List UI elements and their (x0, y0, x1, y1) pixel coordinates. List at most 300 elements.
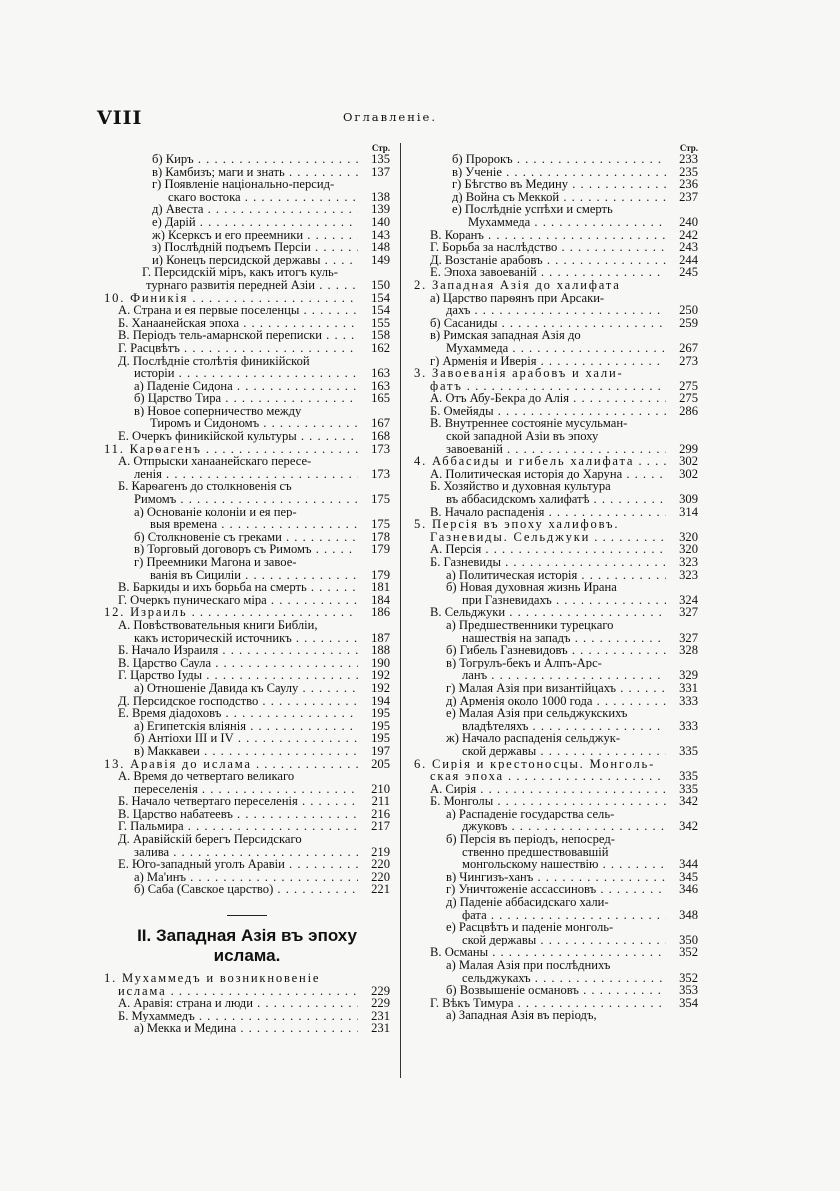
toc-entry (104, 405, 390, 418)
toc-entry (104, 279, 390, 292)
toc-entry-title: Римомъ . . . (134, 493, 358, 506)
toc-entry-title: б) Киръ . . . (152, 153, 358, 166)
toc-entry-title: 5. Персія въ эпоху халифовъ. (414, 518, 620, 531)
section-title (104, 926, 390, 966)
section-divider-rule (227, 915, 267, 916)
toc-entry-title: сельджукахъ . . . (462, 972, 666, 985)
toc-entry (104, 795, 390, 808)
toc-entry-title: выя времена . . . (150, 518, 358, 531)
toc-entry-title: в) Чингизъ-ханъ . . . (446, 871, 666, 884)
toc-entry-title: турнаго развитія передней Азіи . . . (146, 279, 358, 292)
toc-entry (104, 329, 390, 342)
toc-entry-title: В. Османы . . . (430, 946, 666, 959)
toc-entry (412, 758, 698, 771)
toc-entry (104, 619, 390, 632)
toc-entry-title: е) Малая Азія при сельджукскихъ (446, 707, 628, 720)
toc-entry (412, 317, 698, 330)
toc-entry-page: 335 (679, 769, 698, 784)
toc-entry-title: А. Сирія . . . (430, 783, 666, 796)
toc-entry (104, 556, 390, 569)
toc-entry (104, 581, 390, 594)
toc-entry-page: 302 (679, 454, 698, 469)
toc-entry (104, 254, 390, 267)
toc-entry-page: 210 (371, 781, 390, 796)
toc-entry-page: 186 (371, 605, 390, 620)
toc-entry-page: 162 (371, 340, 390, 355)
toc-entry (412, 153, 698, 166)
toc-entry-title: А. Аравія: страна и люди . . . (118, 997, 358, 1010)
toc-entry-title: нашествія на западъ . . . (462, 632, 666, 645)
toc-entry-title: б) Сасаниды . . . (430, 317, 666, 330)
toc-entry (104, 480, 390, 493)
toc-entry-page: 231 (371, 1021, 390, 1036)
toc-entry-page: 154 (371, 290, 390, 305)
toc-entry-title: б) Гибель Газневидовъ . . . (446, 644, 666, 657)
toc-entry-page: 188 (371, 643, 390, 658)
toc-entry (412, 732, 698, 745)
toc-entry (104, 518, 390, 531)
toc-entry-title: ланъ . . . (462, 669, 666, 682)
toc-entry-page: 165 (371, 391, 390, 406)
toc-entry-title: б) Антіохи III и IV . . . (134, 732, 358, 745)
toc-entry-page: 352 (679, 970, 698, 985)
toc-entry (412, 342, 698, 355)
toc-entry-page: 346 (679, 882, 698, 897)
toc-entry (412, 392, 698, 405)
toc-entry-title: Б. Монголы . . . (430, 795, 666, 808)
toc-entry-title: фата . . . (462, 909, 666, 922)
toc-entry-page: 143 (371, 227, 390, 242)
toc-entry-page: 175 (371, 517, 390, 532)
toc-entry-title: владѣтеляхъ . . . (462, 720, 666, 733)
toc-entry-page: 219 (371, 844, 390, 859)
toc-entry (104, 770, 390, 783)
toc-entry (104, 1022, 390, 1035)
toc-entry (412, 556, 698, 569)
toc-entry-title: в) Маккавеи . . . (134, 745, 358, 758)
toc-entry (104, 392, 390, 405)
toc-entry (412, 972, 698, 985)
toc-entry (104, 808, 390, 821)
toc-entry-page: 233 (679, 152, 698, 166)
toc-entry-page: 184 (371, 592, 390, 607)
toc-entry-title: Д. Послѣдніе столѣтія финикійской (118, 354, 310, 368)
toc-entry-title: въ аббасидскомъ халифатѣ . . . (446, 493, 666, 506)
toc-entry (104, 216, 390, 229)
toc-entry-title: В. Періодъ тель-амарнской переписки . . . (118, 329, 358, 342)
toc-entry-title: дахъ . . . (446, 304, 666, 317)
toc-entry (412, 506, 698, 519)
toc-entry (104, 355, 390, 368)
toc-entry-page: 181 (371, 580, 390, 595)
toc-entry-title: е) Дарій . . . (152, 216, 358, 229)
toc-entry-page: 190 (371, 655, 390, 670)
toc-entry (104, 292, 390, 305)
toc-entry-page: 139 (371, 202, 390, 217)
toc-entry-page: 309 (679, 492, 698, 507)
toc-entry (412, 166, 698, 179)
toc-entry-title: А. Страна и ея первые поселенцы . . . (118, 304, 358, 317)
toc-entry-page: 335 (679, 781, 698, 796)
toc-entry-title: д) Авеста . . . (152, 203, 358, 216)
toc-entry (412, 594, 698, 607)
toc-entry-title: 12. Израиль . . . (104, 606, 358, 619)
toc-entry-page: 178 (371, 529, 390, 544)
toc-entry (412, 216, 698, 229)
toc-entry-title: Е. Юго-западный уголъ Аравіи . . . (118, 858, 358, 871)
toc-entry-title: а) Мекка и Медина . . . (134, 1022, 358, 1035)
toc-entry-title: г) Появленіе національно-персид- (152, 178, 335, 191)
toc-entry-title: В. Начало распаденія . . . (430, 506, 666, 519)
toc-entry-title: 4. Аббасиды и гибель халифата . . . (414, 455, 666, 468)
toc-entry-title: фатъ . . . (430, 380, 666, 393)
toc-entry-title: В. Царство набатеевъ . . . (118, 808, 358, 821)
running-title: Оглавленіе. (343, 110, 438, 124)
toc-entry (412, 644, 698, 657)
toc-entry-title: г) Малая Азія при византійцахъ . . . (446, 682, 666, 695)
toc-entry (412, 795, 698, 808)
toc-entry-title: ской державы . . . (462, 745, 666, 758)
toc-entry-title: 3. Завоеванія арабовъ и хали- (414, 367, 624, 380)
toc-entry-page: 220 (371, 857, 390, 872)
toc-entry-title: Мухаммеда . . . (446, 342, 666, 355)
toc-entry-title: А. Отпрыски ханаанейскаго пересе- (118, 455, 312, 468)
toc-entry-title: ственно предшествовавшій (462, 845, 609, 859)
toc-entry-title: Г. Очеркъ пуническаго міра . . . (118, 594, 358, 607)
toc-entry (104, 669, 390, 682)
toc-entry-title: Г. Пальмира . . . (118, 820, 358, 833)
toc-entry (104, 871, 390, 884)
toc-entry-title: г) Преемники Магона и завое- (134, 556, 297, 569)
toc-entry (412, 858, 698, 871)
toc-entry-title: б) Царство Тира . . . (134, 392, 358, 405)
toc-column-right (412, 143, 698, 1022)
toc-entry (412, 883, 698, 896)
toc-entry (412, 720, 698, 733)
toc-entry (104, 468, 390, 481)
toc-entry-title: 13. Аравія до ислама . . . (104, 758, 358, 771)
toc-entry-title: Б. Карѳагенъ до столкновенія съ (118, 480, 292, 494)
toc-entry (104, 342, 390, 355)
toc-entry-title: В. Царство Саула . . . (118, 657, 358, 670)
toc-entry (104, 229, 390, 242)
toc-entry-title: Д. Персидское господство . . . (118, 695, 358, 708)
toc-entry (412, 493, 698, 506)
toc-entry (104, 493, 390, 506)
toc-entry-page: 187 (371, 630, 390, 645)
toc-entry-page: 175 (371, 492, 390, 507)
toc-entry-title: ленія . . . (134, 468, 358, 481)
toc-entry (412, 896, 698, 909)
toc-entry (104, 531, 390, 544)
toc-entry-page: 323 (679, 567, 698, 582)
toc-entry (104, 241, 390, 254)
toc-entry-title: Газневиды. Сельджуки . . . (430, 531, 666, 544)
toc-entry-title: а) Ма'инъ . . . (134, 871, 358, 884)
toc-entry (104, 317, 390, 330)
toc-entry (412, 266, 698, 279)
toc-entry-page: 354 (679, 995, 698, 1010)
toc-entry-page: 342 (679, 819, 698, 834)
toc-entry-title: д) Война съ Меккой . . . (452, 191, 666, 204)
toc-entry-page: 205 (371, 756, 390, 771)
toc-entry-title: в) Камбизъ; маги и знать . . . (152, 166, 358, 179)
toc-entry (412, 191, 698, 204)
toc-entry-title: 2. Западная Азія до халифата (414, 278, 621, 292)
toc-entry-title: е) Расцвѣтъ и паденіе монголь- (446, 921, 614, 934)
toc-entry (104, 972, 390, 985)
toc-entry-title: ж) Ксерксъ и его преемники . . . (152, 229, 358, 242)
toc-entry-page: 173 (371, 441, 390, 456)
toc-entry-title: Г. Царство Іуды . . . (118, 669, 358, 682)
toc-entry-page: 220 (371, 869, 390, 884)
toc-entry-page: 344 (679, 857, 698, 872)
toc-entry (412, 657, 698, 670)
toc-entry-page: 275 (679, 391, 698, 406)
toc-entry-title: а) Египетскія вліянія . . . (134, 720, 358, 733)
toc-entry (412, 984, 698, 997)
toc-entry-page: 314 (679, 504, 698, 519)
toc-entry (104, 758, 390, 771)
toc-entry-title: г) Арменія и Иверія . . . (430, 355, 666, 368)
toc-entry (104, 266, 390, 279)
toc-entry-title: Б. Начало четвертаго переселенія . . . (118, 795, 358, 808)
toc-entry (104, 783, 390, 796)
toc-entry-page: 286 (679, 403, 698, 418)
toc-entry-title: переселенія . . . (134, 783, 358, 796)
toc-entry (104, 985, 390, 998)
toc-entry (412, 606, 698, 619)
toc-entry (412, 468, 698, 481)
toc-entry-title: а) Паденіе Сидона . . . (134, 380, 358, 393)
toc-entry-title: Г. Вѣкъ Тимура . . . (430, 997, 666, 1010)
toc-list-right (412, 153, 698, 1022)
toc-entry-title: завоеваній . . . (446, 443, 666, 456)
toc-entry-page: 329 (679, 668, 698, 683)
toc-entry (412, 619, 698, 632)
toc-entry-page: 192 (371, 668, 390, 683)
toc-column-left (104, 143, 390, 1035)
toc-entry (104, 443, 390, 456)
toc-entry (412, 682, 698, 695)
toc-entry-page: 244 (679, 252, 698, 267)
toc-entry (104, 569, 390, 582)
toc-entry-title: Д. Аравійскій берегъ Персидскаго (118, 833, 302, 846)
toc-entry-page: 163 (371, 366, 390, 381)
toc-entry (412, 808, 698, 821)
toc-entry (412, 203, 698, 216)
toc-entry-page: 327 (679, 605, 698, 620)
toc-entry-page: 345 (679, 869, 698, 884)
page-number: VIII (97, 107, 143, 129)
toc-entry-title: 6. Сирія и крестоносцы. Монголь- (414, 757, 656, 771)
toc-entry (412, 380, 698, 393)
toc-entry (104, 367, 390, 380)
toc-entry-title: ской западной Азіи въ эпоху (446, 430, 599, 443)
toc-entry-title: д) Паденіе аббасидскаго хали- (446, 896, 609, 909)
toc-entry (104, 178, 390, 191)
toc-entry (412, 581, 698, 594)
toc-entry-page: 158 (371, 328, 390, 343)
toc-entry-page: 194 (371, 693, 390, 708)
toc-entry-title: е) Послѣдніе успѣхи и смерть (452, 203, 613, 216)
toc-entry (104, 745, 390, 758)
toc-entry (412, 531, 698, 544)
toc-entry-title: ская эпоха . . . (430, 770, 666, 783)
toc-entry-title: в) Новое соперничество между (134, 404, 302, 418)
toc-entry-page: 154 (371, 303, 390, 318)
toc-entry-title: 11. Карѳагенъ . . . (104, 443, 358, 456)
toc-entry-page: 327 (679, 630, 698, 645)
toc-entry-title: в) Тогрулъ-бекъ и Алпъ-Арс- (446, 656, 602, 670)
toc-entry (104, 1010, 390, 1023)
toc-entry-page: 179 (371, 542, 390, 557)
toc-entry-page: 192 (371, 680, 390, 695)
toc-entry-page: 173 (371, 466, 390, 481)
toc-entry-page: 245 (679, 265, 698, 280)
toc-entry-page: 168 (371, 429, 390, 444)
toc-entry-page: 197 (371, 743, 390, 758)
toc-entry-title: В. Баркиды и ихъ борьба на смерть . . . (118, 581, 358, 594)
toc-entry (412, 292, 698, 305)
toc-entry (412, 783, 698, 796)
toc-entry-title: Б. Хозяйство и духовная культура (430, 480, 611, 494)
toc-entry-page: 240 (679, 214, 698, 229)
toc-entry-title: а) Основаніе колоніи и ея пер- (134, 505, 297, 519)
toc-entry-page: 236 (679, 177, 698, 192)
toc-entry (104, 846, 390, 859)
toc-entry (412, 632, 698, 645)
toc-entry-title: скаго востока . . . (168, 191, 358, 204)
toc-entry-title: ванія въ Сициліи . . . (150, 569, 358, 582)
toc-entry (104, 417, 390, 430)
toc-entry (104, 707, 390, 720)
toc-entry-page: 135 (371, 152, 390, 166)
toc-entry-title: ж) Начало распаденія сельджук- (446, 732, 621, 745)
toc-entry (104, 657, 390, 670)
toc-entry-page: 342 (679, 794, 698, 809)
toc-entry-title: джуковъ . . . (462, 820, 666, 833)
toc-entry (412, 229, 698, 242)
toc-entry-page: 235 (679, 164, 698, 179)
toc-entry-title: а) Политическая исторія . . . (446, 569, 666, 582)
toc-entry-page: 150 (371, 277, 390, 292)
toc-entry (104, 153, 390, 166)
toc-entry-title: г) Уничтоженіе ассассиновъ . . . (446, 883, 666, 896)
toc-entry (104, 380, 390, 393)
toc-entry-page: 275 (679, 378, 698, 393)
toc-entry-page: 335 (679, 743, 698, 758)
toc-entry-page: 163 (371, 378, 390, 393)
column-divider (400, 143, 401, 1078)
toc-entry-title: Е. Эпоха завоеваній . . . (430, 266, 666, 279)
toc-entry-page: 195 (371, 718, 390, 733)
toc-list-left-a (104, 153, 390, 896)
toc-entry (104, 304, 390, 317)
toc-entry-page: 237 (679, 189, 698, 204)
toc-entry-page: 299 (679, 441, 698, 456)
toc-entry (412, 254, 698, 267)
toc-entry-page: 302 (679, 466, 698, 481)
toc-entry-title: Б. Начало Израиля . . . (118, 644, 358, 657)
toc-entry (104, 720, 390, 733)
toc-entry-title: ской державы . . . (462, 934, 666, 947)
toc-entry-title: б) Пророкъ . . . (452, 153, 666, 166)
toc-entry (412, 871, 698, 884)
toc-entry (412, 518, 698, 531)
toc-entry-title: В. Коранъ . . . (430, 229, 666, 242)
toc-entry-title: Тиромъ и Сидономъ . . . (150, 417, 358, 430)
toc-entry-title: а) Распаденіе государства сель- (446, 807, 615, 821)
toc-entry-page: 167 (371, 416, 390, 431)
toc-entry (412, 820, 698, 833)
toc-entry (104, 430, 390, 443)
toc-entry-title: А. Повѣствовательныя книги Библіи, (118, 618, 318, 632)
toc-entry-title: а) Отношеніе Давида къ Саулу . . . (134, 682, 358, 695)
toc-entry (412, 329, 698, 342)
toc-entry-page: 148 (371, 240, 390, 255)
toc-entry-page: 216 (371, 806, 390, 821)
toc-entry (412, 921, 698, 934)
toc-entry-title: А. Персія . . . (430, 543, 666, 556)
toc-entry-title: Б. Ханаанейская эпоха . . . (118, 317, 358, 330)
toc-entry-title: залива . . . (134, 846, 358, 859)
toc-entry-title: а) Царство парѳянъ при Арсаки- (430, 291, 605, 305)
toc-entry-title: д) Арменія около 1000 года . . . (446, 695, 666, 708)
toc-entry (412, 745, 698, 758)
toc-entry-title: Д. Возстаніе арабовъ . . . (430, 254, 666, 267)
toc-entry-page: 328 (679, 643, 698, 658)
toc-entry (104, 203, 390, 216)
toc-entry (412, 178, 698, 191)
toc-entry-title: 10. Финикія . . . (104, 292, 358, 305)
toc-entry (412, 934, 698, 947)
toc-entry-title: в) Ученіе . . . (452, 166, 666, 179)
toc-entry-title: б) Возвышеніе османовъ . . . (446, 984, 666, 997)
toc-entry (412, 846, 698, 859)
toc-entry-page: 259 (679, 315, 698, 330)
toc-entry-page: 229 (371, 983, 390, 998)
toc-entry-page: 179 (371, 567, 390, 582)
toc-entry-page: 195 (371, 731, 390, 746)
toc-entry-title: В. Сельджуки . . . (430, 606, 666, 619)
toc-entry (104, 695, 390, 708)
toc-entry-page: 211 (371, 794, 390, 809)
toc-entry-title: В. Внутреннее состояніе мусульман- (430, 417, 628, 431)
toc-entry (412, 279, 698, 292)
section-title-line-2: ислама. (213, 946, 281, 966)
toc-entry-page: 250 (679, 303, 698, 318)
toc-entry (412, 833, 698, 846)
toc-entry-title: б) Новая духовная жизнь Ирана (446, 581, 617, 594)
toc-entry-page: 348 (679, 907, 698, 922)
toc-entry-title: какъ историческій источникъ . . . (134, 632, 358, 645)
toc-entry (412, 355, 698, 368)
toc-entry (412, 695, 698, 708)
toc-entry-title: Б. Мухаммедъ . . . (118, 1010, 358, 1023)
toc-entry-page: 333 (679, 693, 698, 708)
toc-entry-title: Б. Газневиды . . . (430, 556, 666, 569)
toc-entry-page: 320 (679, 529, 698, 544)
toc-entry-page: 273 (679, 353, 698, 368)
toc-entry-title: а) Малая Азія при послѣднихъ (446, 959, 611, 972)
toc-entry-page: 155 (371, 315, 390, 330)
toc-entry-title: б) Персія въ періодъ, непосред- (446, 833, 615, 846)
toc-entry-page: 195 (371, 706, 390, 721)
toc-entry (412, 430, 698, 443)
toc-entry-page: 333 (679, 718, 698, 733)
toc-entry (104, 166, 390, 179)
